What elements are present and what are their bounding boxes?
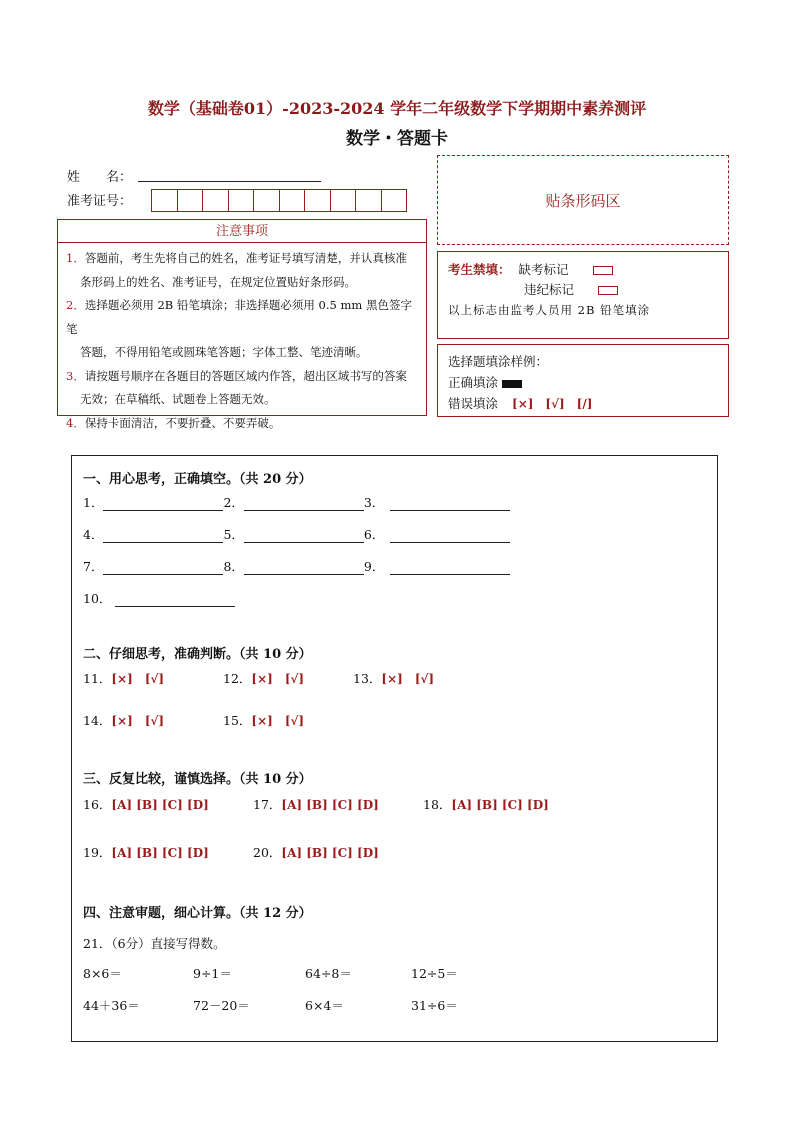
choice-options[interactable]: [A] [B] [C] [D] [111, 798, 209, 812]
choice-item [83, 843, 253, 861]
id-number-boxes[interactable] [152, 189, 407, 212]
wrong-fill-marks: [×] [√] [/] [512, 397, 593, 411]
blank-number: 10． [83, 591, 112, 606]
blank-number: 3． [363, 495, 385, 510]
section2-title: 二、仔细思考，准确判断。（共 10 分） [83, 647, 312, 662]
note-number: 4． [66, 415, 85, 430]
question-number: 20． [253, 845, 282, 860]
note-text: 请按题号顺序在各题目的答题区域内作答，超出区域书写的答案 [84, 368, 407, 383]
question-number: 12． [223, 671, 252, 686]
judge-item [83, 669, 223, 687]
question-number: 11． [83, 671, 112, 686]
blank-number: 8． [223, 559, 244, 574]
question-number: 17． [253, 797, 282, 812]
judge-options[interactable]: [×] [√] [381, 672, 435, 686]
judge-item [223, 669, 353, 687]
answer-blank[interactable] [115, 593, 235, 607]
note-number: 2． [66, 298, 85, 312]
calc-item: 72－20＝ [193, 998, 250, 1013]
judge-options[interactable]: [×] [√] [251, 714, 305, 728]
blank-number: 6． [363, 527, 385, 542]
id-label: 准考证号： [67, 194, 133, 209]
note-text: 答题前，考生先将自己的姓名，准考证号填写清楚，并认真核准 [84, 251, 407, 265]
answer-blank[interactable] [390, 561, 510, 575]
answer-blank[interactable] [244, 529, 364, 543]
answer-blank[interactable] [103, 561, 223, 575]
blank-number: 4． [83, 527, 104, 542]
answer-area [71, 455, 718, 1042]
notes-title: 注意事项 [215, 224, 268, 239]
question-21: 21．（6分）直接写得数。 [83, 936, 226, 951]
correct-fill-label: 正确填涂 [448, 375, 499, 390]
choice-options[interactable]: [A] [B] [C] [D] [281, 846, 379, 860]
blank-number: 5． [223, 527, 244, 542]
section1-title: 一、用心思考，正确填空。（共 20 分） [83, 472, 312, 487]
answer-blank[interactable] [244, 497, 364, 511]
question-number: 15． [223, 713, 252, 728]
name-field[interactable] [138, 181, 321, 182]
choice-options[interactable]: [A] [B] [C] [D] [451, 798, 549, 812]
judge-item [223, 711, 304, 729]
note-text: 保持卡面清洁，不要折叠、不要弄破。 [84, 415, 281, 430]
calc-item: 44＋36＝ [83, 998, 140, 1013]
note-text: 答题，不得用铅笔或圆珠笔答题；字体工整、笔迹清晰。 [80, 345, 368, 359]
answer-card-title: 数学・答题卡 [346, 129, 448, 149]
answer-blank[interactable] [390, 497, 510, 511]
note-number: 1． [66, 251, 85, 265]
answer-blank[interactable] [390, 529, 510, 543]
blank-number: 7． [83, 559, 104, 574]
fill-example-title: 选择题填涂样例： [448, 354, 549, 369]
calc-item: 9÷1＝ [193, 966, 232, 981]
blank-number: 9． [363, 559, 385, 574]
question-number: 13． [353, 671, 382, 686]
violation-mark-label: 违纪标记 [524, 282, 575, 297]
note-text: 无效；在草稿纸、试题卷上答题无效。 [80, 392, 276, 406]
choice-item [423, 795, 549, 813]
section3-title: 三、反复比较，谨慎选择。（共 10 分） [83, 772, 312, 787]
question-number: 14． [83, 713, 112, 728]
choice-item [253, 795, 423, 813]
forbidden-box [437, 251, 729, 339]
name-label: 姓 名： [67, 170, 133, 185]
question-number: 16． [83, 797, 112, 812]
choice-options[interactable]: [A] [B] [C] [D] [281, 798, 379, 812]
calc-item: 8×6＝ [83, 966, 122, 981]
answer-blank[interactable] [103, 497, 223, 511]
judge-item [353, 669, 434, 687]
wrong-fill-label: 错误填涂 [448, 396, 499, 411]
section4-title: 四、注意审题，细心计算。（共 12 分） [83, 906, 312, 921]
calc-item: 6×4＝ [305, 998, 344, 1013]
note-text: 选择题必须用 2B 铅笔填涂；非选择题必须用 0.5 mm 黑色签字笔 [66, 298, 412, 336]
judge-item [83, 711, 223, 729]
notes-header [57, 219, 427, 243]
fill-example-box [437, 344, 729, 417]
question-number: 19． [83, 845, 112, 860]
choice-options[interactable]: [A] [B] [C] [D] [111, 846, 209, 860]
absent-mark-box[interactable] [593, 266, 613, 275]
question-number: 18． [423, 797, 452, 812]
judge-options[interactable]: [×] [√] [251, 672, 305, 686]
forbidden-label: 考生禁填： [448, 262, 511, 277]
note-number: 3． [66, 368, 85, 383]
forbidden-note: 以上标志由监考人员用 2B 铅笔填涂 [448, 303, 651, 317]
answer-blank[interactable] [244, 561, 364, 575]
choice-item [253, 843, 379, 861]
note-text: 条形码上的姓名、准考证号，在规定位置贴好条形码。 [80, 274, 356, 289]
filled-mark-icon [502, 380, 522, 388]
blank-number: 2． [223, 495, 244, 510]
calc-item: 64÷8＝ [305, 966, 352, 981]
violation-mark-box[interactable] [598, 286, 618, 295]
judge-options[interactable]: [×] [√] [111, 714, 165, 728]
choice-item [83, 795, 253, 813]
barcode-area-label: 贴条形码区 [545, 191, 621, 210]
blank-number: 1． [83, 495, 104, 510]
judge-options[interactable]: [×] [√] [111, 672, 165, 686]
calc-item: 31÷6＝ [411, 998, 458, 1013]
calc-item: 12÷5＝ [411, 966, 458, 981]
exam-title: 数学（基础卷01）-2023-2024 学年二年级数学下学期期中素养测评 [147, 99, 647, 118]
notes-box [57, 242, 427, 430]
barcode-area [437, 155, 729, 245]
answer-blank[interactable] [103, 529, 223, 543]
absent-mark-label: 缺考标记 [518, 262, 569, 277]
